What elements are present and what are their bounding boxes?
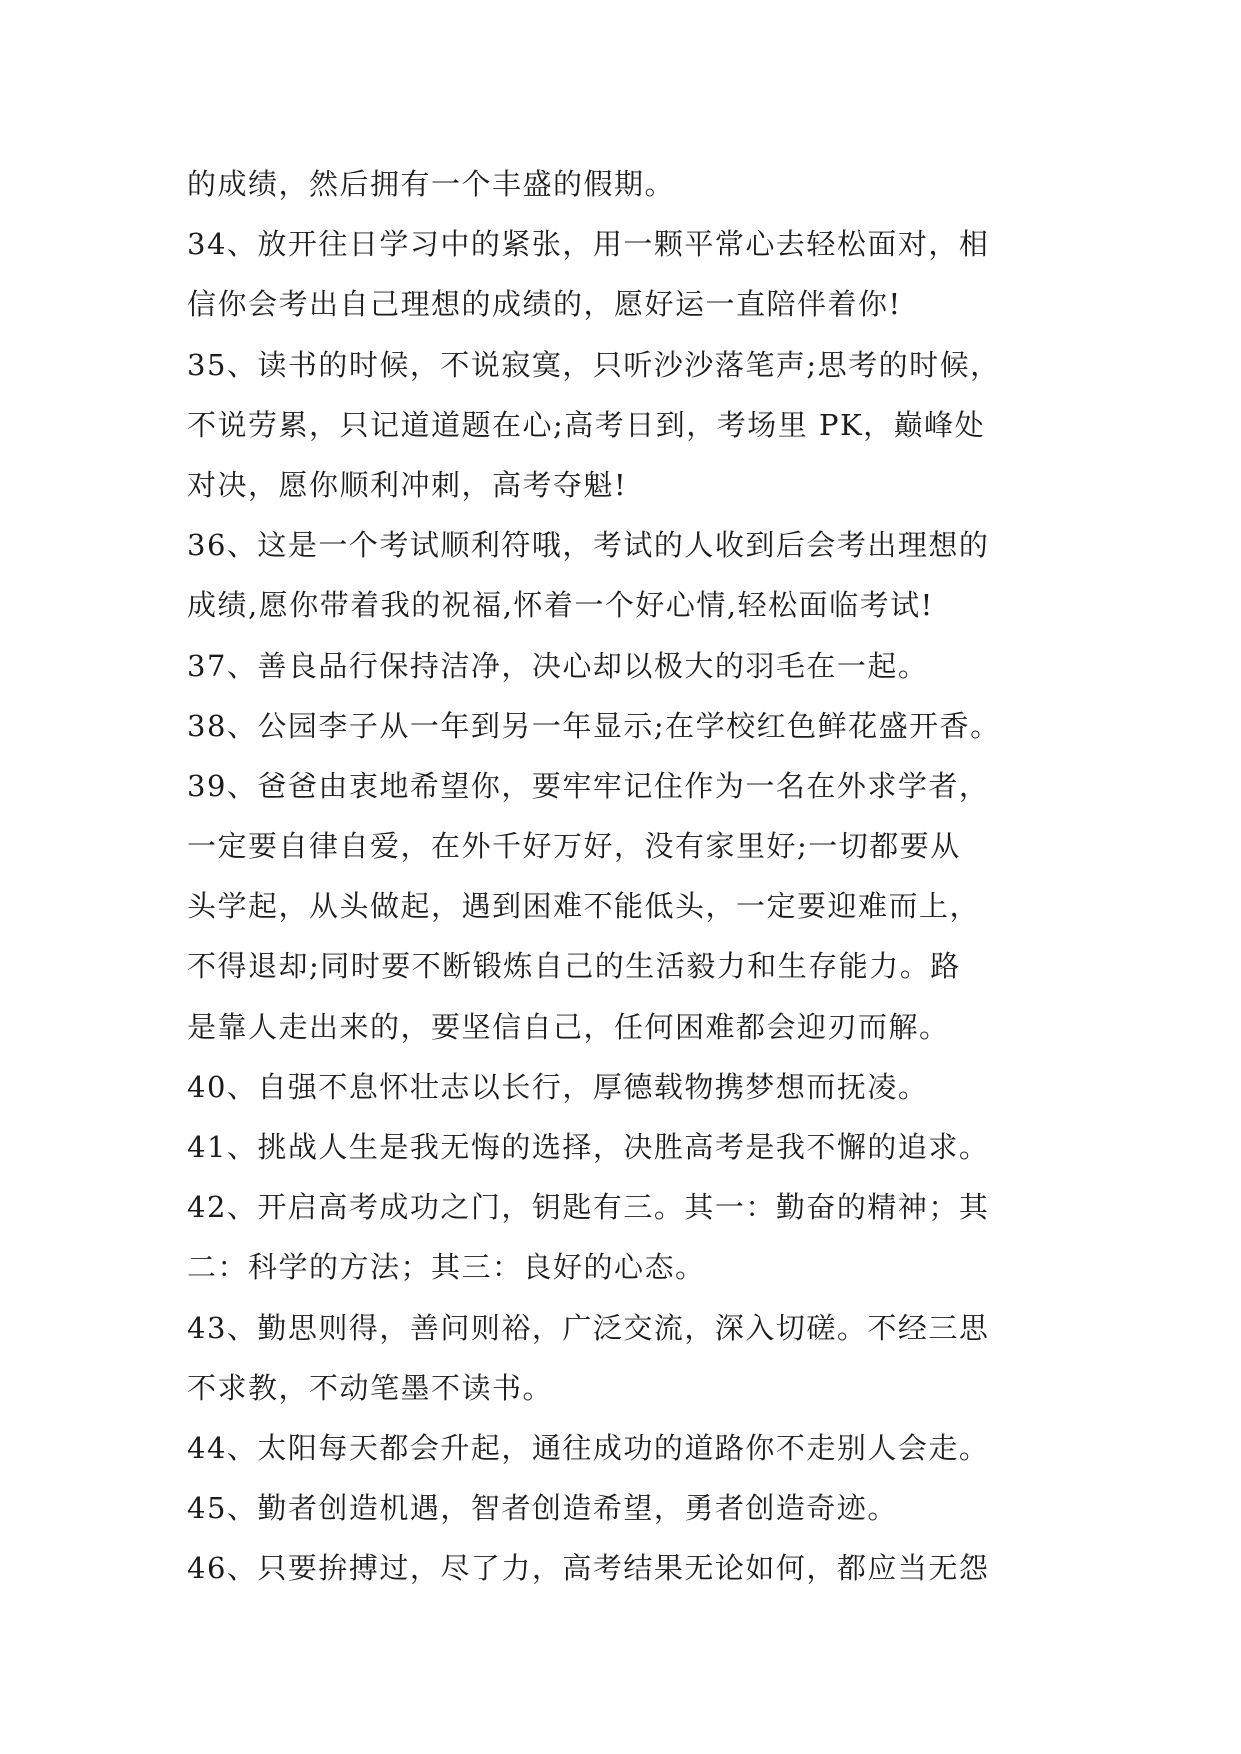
text-line: 不得退却;同时要不断锻炼自己的生活毅力和生存能力。路 bbox=[187, 949, 961, 984]
text-line: 46、只要拚搏过，尽了力，高考结果无论如何，都应当无怨 bbox=[187, 1551, 990, 1586]
text-line: 41、挑战人生是我无悔的选择，决胜高考是我不懈的追求。 bbox=[187, 1130, 990, 1164]
text-line: 头学起，从头做起，遇到困难不能低头，一定要迎难而上， bbox=[187, 889, 981, 924]
text-line: 45、勤者创造机遇，智者创造希望，勇者创造奇迹。 bbox=[187, 1491, 898, 1526]
text-line: 35、读书的时候，不说寂寞，只听沙沙落笔声;思考的时候， bbox=[187, 347, 1001, 382]
text-line: 43、勤思则得，善问则裕，广泛交流，深入切磋。不经三思 bbox=[187, 1310, 990, 1345]
text-line: 的成绩，然后拥有一个丰盛的假期。 bbox=[187, 167, 676, 201]
text-line: 不求教，不动笔墨不读书。 bbox=[187, 1370, 554, 1405]
text-line: 44、太阳每天都会升起，通往成功的道路你不走别人会走。 bbox=[187, 1430, 990, 1465]
text-line: 42、开启高考成功之门，钥匙有三。其一：勤奋的精神；其 bbox=[187, 1190, 990, 1225]
text-line: 34、放开往日学习中的紧张，用一颗平常心去轻松面对，相 bbox=[187, 227, 990, 262]
text-line: 39、爸爸由衷地希望你，要牢牢记住作为一名在外求学者， bbox=[187, 768, 990, 803]
text-line: 一定要自律自爱，在外千好万好，没有家里好;一切都要从 bbox=[187, 829, 961, 864]
text-line: 38、公园李子从一年到另一年显示;在学校红色鲜花盛开香。 bbox=[187, 708, 1001, 743]
text-line: 36、这是一个考试顺利符哦，考试的人收到后会考出理想的 bbox=[187, 528, 990, 563]
text-line: 不说劳累，只记道道题在心;高考日到，考场里 PK，巅峰处 bbox=[187, 407, 986, 442]
text-line: 对决，愿你顺利冲刺，高考夺魁! bbox=[187, 467, 628, 502]
text-line: 成绩,愿你带着我的祝福,怀着一个好心情,轻松面临考试! bbox=[187, 588, 934, 623]
document-body bbox=[187, 154, 1067, 1599]
text-line: 二：科学的方法；其三：良好的心态。 bbox=[187, 1250, 706, 1285]
text-line: 40、自强不息怀壮志以长行，厚德载物携梦想而抚凌。 bbox=[187, 1069, 929, 1104]
text-line: 是靠人走出来的，要坚信自己，任何困难都会迎刃而解。 bbox=[187, 1009, 950, 1044]
text-line: 37、善良品行保持洁净，决心却以极大的羽毛在一起。 bbox=[187, 648, 929, 683]
text-line: 信你会考出自己理想的成绩的，愿好运一直陪伴着你! bbox=[187, 287, 902, 322]
